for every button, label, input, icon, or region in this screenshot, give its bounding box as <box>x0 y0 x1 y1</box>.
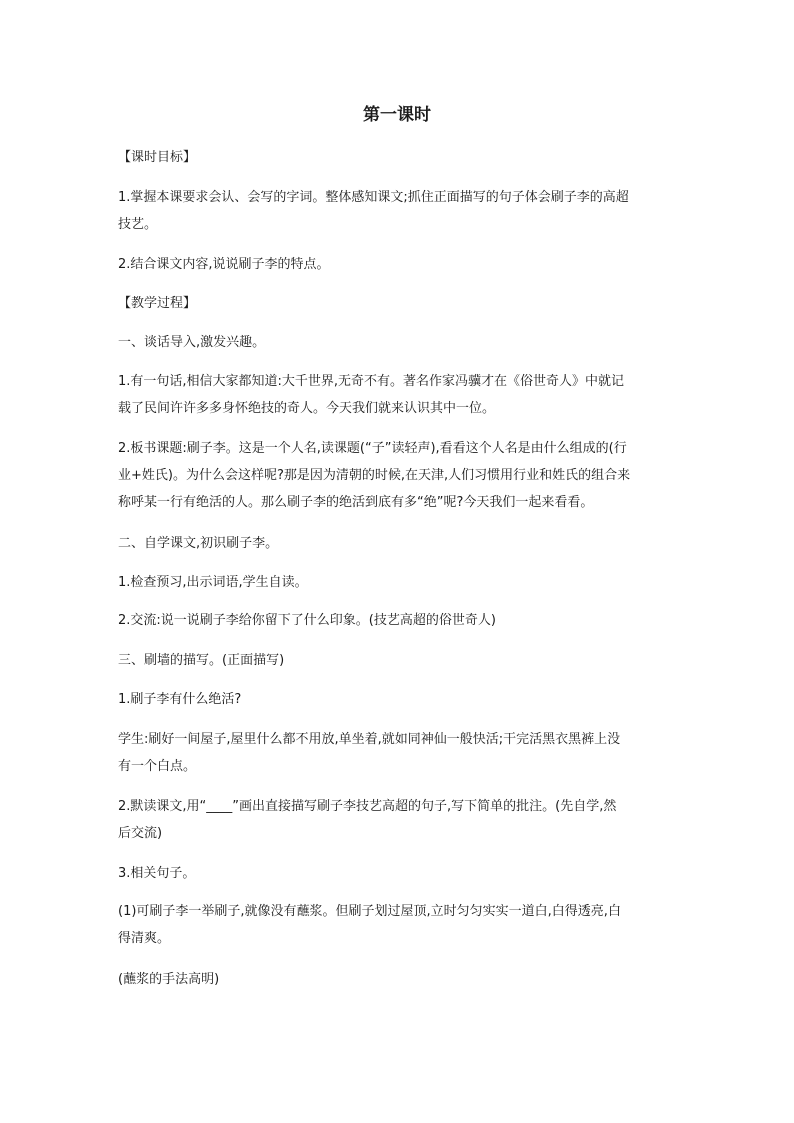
part-1-item-1 <box>118 368 678 422</box>
goal-1-line-1: 1.掌握本课要求会认、会写的字词。整体感知课文;抓住正面描写的句子体会刷子李的高超 <box>118 190 629 205</box>
part-3-student-line-1: 学生:刷好一间屋子,屋里什么都不用放,单坐着,就如同神仙一般快活;干完活黑衣黑裤上没 <box>118 732 621 747</box>
part-1-item-2-line-3: 称呼某一行有绝活的人。那么刷子李的绝活到底有多“绝”呢?今天我们一起来看看。 <box>118 495 594 510</box>
part-1-item-2-line-1: 2.板书课题:刷子李。这是一个人名,读课题(“子”读轻声),看看这个人名是由什么组成的(行 <box>118 441 627 456</box>
sentence-1-line-1: (1)可刷子李一举刷子,就像没有蘸浆。但刷子划过屋顶,立时匀匀实实一道白,白得透亮,白 <box>118 904 621 919</box>
part-3-item-2-line-1: 2.默读课文,用“____”画出直接描写刷子李技艺高超的句子,写下简单的批注。(先自学,然 <box>118 799 617 814</box>
part-2-item-2: 2.交流:说一说刷子李给你留下了什么印象。(技艺高超的俗世奇人) <box>118 613 496 628</box>
part-2-item-1: 1.检查预习,出示词语,学生自读。 <box>118 575 308 590</box>
part-3-student-line-2: 有一个白点。 <box>118 759 197 774</box>
part-3-item-2 <box>118 793 678 847</box>
goal-1 <box>118 184 678 238</box>
part-3-item-2-line-2: 后交流) <box>118 826 163 841</box>
part-3-heading: 三、刷墙的描写。(正面描写) <box>118 653 285 668</box>
goal-2: 2.结合课文内容,说说刷子李的特点。 <box>118 257 330 272</box>
part-3-item-3: 3.相关句子。 <box>118 866 196 881</box>
page-title: 第一课时 <box>363 105 431 125</box>
part-1-item-2-line-2: 业+姓氏)。为什么会这样呢?那是因为清朝的时候,在天津,人们习惯用行业和姓氏的组合来 <box>118 468 631 483</box>
section-heading-goals: 【课时目标】 <box>118 150 197 165</box>
part-3-item-1: 1.刷子李有什么绝活? <box>118 692 242 707</box>
part-1-heading: 一、谈话导入,激发兴趣。 <box>118 335 266 350</box>
sentence-1-line-2: 得清爽。 <box>118 931 171 946</box>
goal-1-line-2: 技艺。 <box>118 217 158 232</box>
part-2-heading: 二、自学课文,初识刷子李。 <box>118 536 279 551</box>
section-heading-process: 【教学过程】 <box>118 296 197 311</box>
part-1-item-1-line-1: 1.有一句话,相信大家都知道:大千世界,无奇不有。著名作家冯骥才在《俗世奇人》中就记 <box>118 374 625 389</box>
sentence-1 <box>118 898 678 952</box>
note-1: (蘸浆的手法高明) <box>118 972 220 987</box>
part-1-item-2 <box>118 435 678 516</box>
part-1-item-1-line-2: 载了民间许许多多身怀绝技的奇人。今天我们就来认识其中一位。 <box>118 401 496 416</box>
part-3-student <box>118 726 678 780</box>
